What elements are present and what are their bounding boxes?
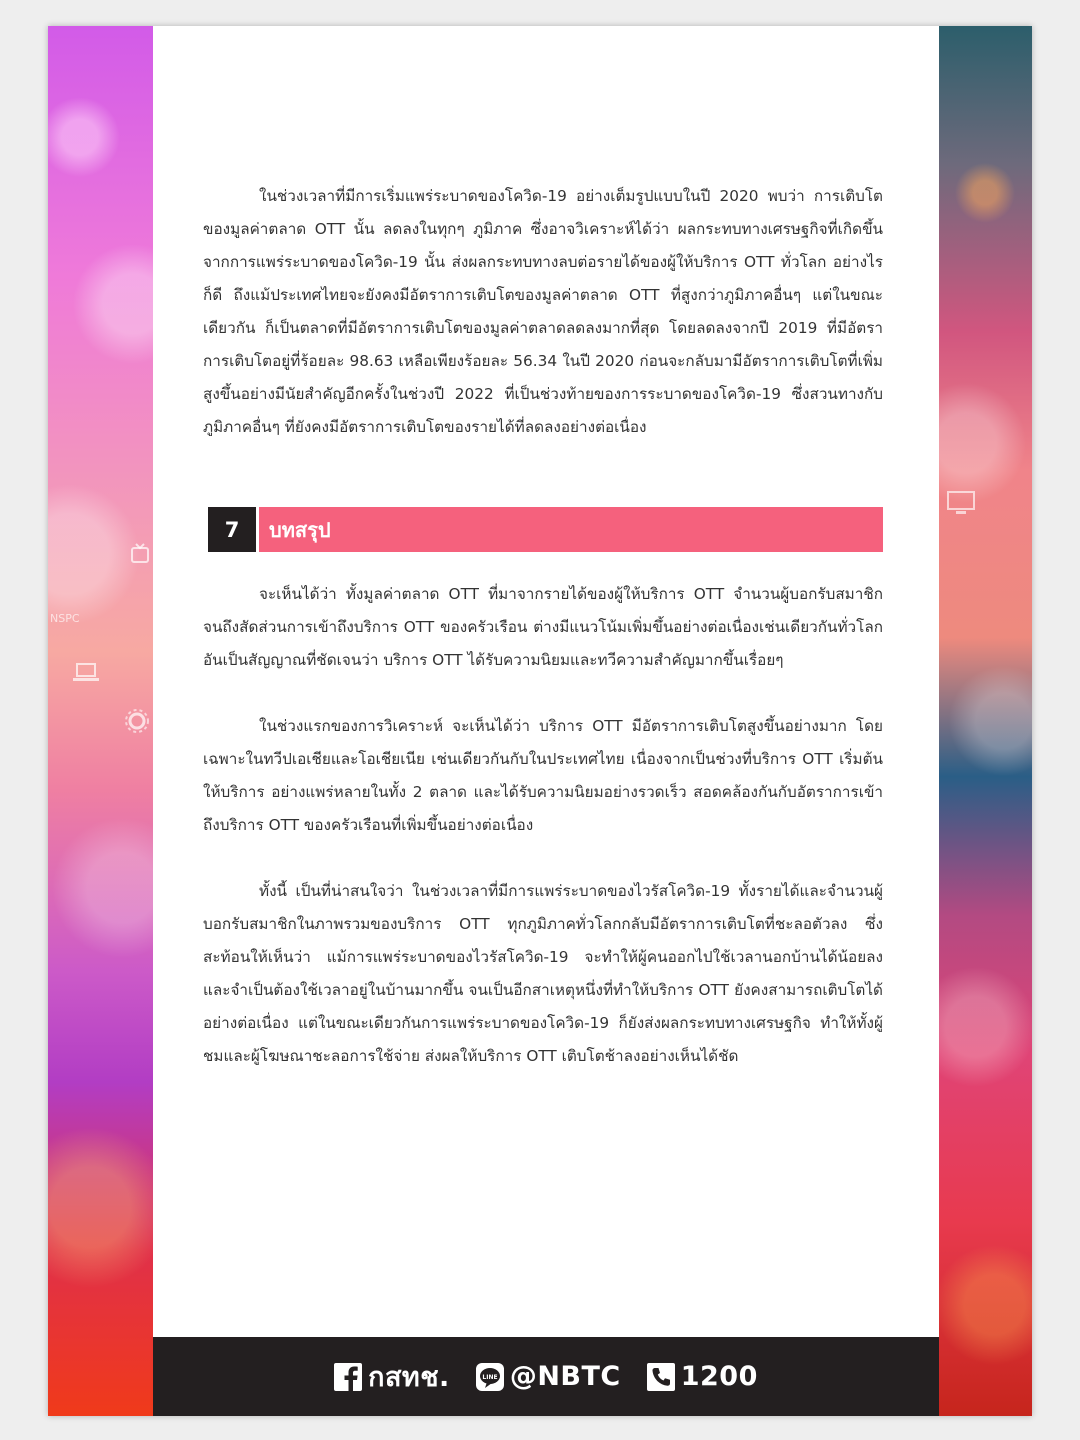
footer-facebook[interactable] <box>334 1355 450 1398</box>
section-number: 7 <box>208 507 256 552</box>
svg-text:LINE: LINE <box>482 1373 498 1381</box>
phone-label: 1200 <box>680 1361 758 1392</box>
conclusion-paragraph-3: ทั้งนี้ เป็นที่น่าสนใจว่า ในช่วงเวลาที่มีการแพร่ระบาดของไวรัสโควิด-19 ทั้งรายได้และจำนวนผู้บอกรับสมาชิกในภาพรวมของบริการ OTT ทุกภูมิภาคทั่วโลกกลับมีอัตราการเติบโตที่ชะลอตัวลง ซึ่งสะท้อนให้เห็นว่า แม้การแพร่ระบาดของไวรัสโควิด-19 จะทำให้ผู้คนออกไปใช้เวลานอกบ้านได้น้อยลง และจำเป็นต้องใช้เวลาอยู่ในบ้านมากขึ้น จนเป็นอีกสาเหตุหนึ่งที่ทำให้บริการ OTT ยังคงสามารถเติบโตได้อย่างต่อเนื่อง แต่ในขณะเดียวกันการแพร่ระบาดของโควิด-19 ก็ยังส่งผลกระทบทางเศรษฐกิจ ทำให้ทั้งผู้ชมและผู้โฆษณาชะลอการใช้จ่าย ส่งผลให้บริการ OTT เติบโตช้าลงอย่างเห็นได้ชัด <box>203 882 883 1065</box>
facebook-label: กสทช. <box>368 1362 450 1393</box>
footer-phone[interactable] <box>647 1361 758 1392</box>
monitor-icon <box>946 490 976 516</box>
footer-contact-bar <box>153 1337 939 1416</box>
conclusion-paragraph-2: ในช่วงแรกของการวิเคราะห์ จะเห็นได้ว่า บริการ OTT มีอัตราการเติบโตสูงขึ้นอย่างมาก โดยเฉพาะในทวีปเอเชียและโอเชียเนีย เช่นเดียวกันกับในประเทศไทย เนื่องจากเป็นช่วงที่บริการ OTT เริ่มต้นให้บริการ อย่างแพร่หลายในทั้ง 2 ตลาด และได้รับความนิยมอย่างรวดเร็ว สอดคล้องกันกับอัตราการเข้าถึงบริการ OTT ของครัวเรือนที่เพิ่มขึ้นอย่างต่อเนื่อง <box>203 717 883 834</box>
left-decorative-band <box>48 26 154 1416</box>
phone-icon <box>647 1363 675 1391</box>
right-decorative-band <box>938 26 1032 1416</box>
intro-paragraph: ในช่วงเวลาที่มีการเริ่มแพร่ระบาดของโควิด-19 อย่างเต็มรูปแบบในปี 2020 พบว่า การเติบโตของมูลค่าตลาด OTT นั้น ลดลงในทุกๆ ภูมิภาค ซึ่งอาจวิเคราะห์ได้ว่า ผลกระทบทางเศรษฐกิจที่เกิดขึ้นจากการแพร่ระบาดของโควิด-19 นั้น ส่งผลกระทบทางลบต่อรายได้ของผู้ให้บริการ OTT ทั่วโลก อย่างไรก็ดี ถึงแม้ประเทศไทยจะยังคงมีอัตราการเติบโตของมูลค่าตลาด OTT ที่สูงกว่าภูมิภาคอื่นๆ แต่ในขณะเดียวกัน ก็เป็นตลาดที่มีอัตราการเติบโตของมูลค่าตลาดลดลงมากที่สุด โดยลดลงจากปี 2019 ที่มีอัตราการเติบโตอยู่ที่ร้อยละ 98.63 เหลือเพียงร้อยละ 56.34 ในปี 2020 ก่อนจะกลับมามีอัตราการเติบโตที่เพิ่มสูงขึ้นอย่างมีนัยสำคัญอีกครั้งในช่วงปี 2022 ที่เป็นช่วงท้ายของการระบาดของโควิด-19 ซึ่งสวนทางกับภูมิภาคอื่นๆ ที่ยังคงมีอัตราการเติบโตของรายได้ที่ลดลงอย่างต่อเนื่อง <box>203 187 883 436</box>
line-label: @NBTC <box>509 1361 621 1392</box>
laptop-icon <box>72 662 100 684</box>
page-content-area <box>153 26 939 1338</box>
section-heading <box>208 507 883 552</box>
line-icon <box>476 1363 504 1391</box>
footer-line[interactable] <box>476 1361 621 1392</box>
facebook-icon <box>334 1363 362 1391</box>
section-title: บทสรุป <box>259 507 883 552</box>
gear-icon <box>124 708 150 734</box>
band-caption: NSPC <box>50 612 80 625</box>
conclusion-paragraph-1: จะเห็นได้ว่า ทั้งมูลค่าตลาด OTT ที่มาจากรายได้ของผู้ให้บริการ OTT จำนวนผู้บอกรับสมาชิก จนถึงสัดส่วนการเข้าถึงบริการ OTT ของครัวเรือน ต่างมีแนวโน้มเพิ่มขึ้นอย่างต่อเนื่องเช่นเดียวกันทั่วโลก อันเป็นสัญญาณที่ชัดเจนว่า บริการ OTT ได้รับความนิยมและทวีความสำคัญมากขึ้นเรื่อยๆ <box>203 585 883 669</box>
tv-icon <box>130 542 150 568</box>
document-page <box>48 26 1032 1416</box>
